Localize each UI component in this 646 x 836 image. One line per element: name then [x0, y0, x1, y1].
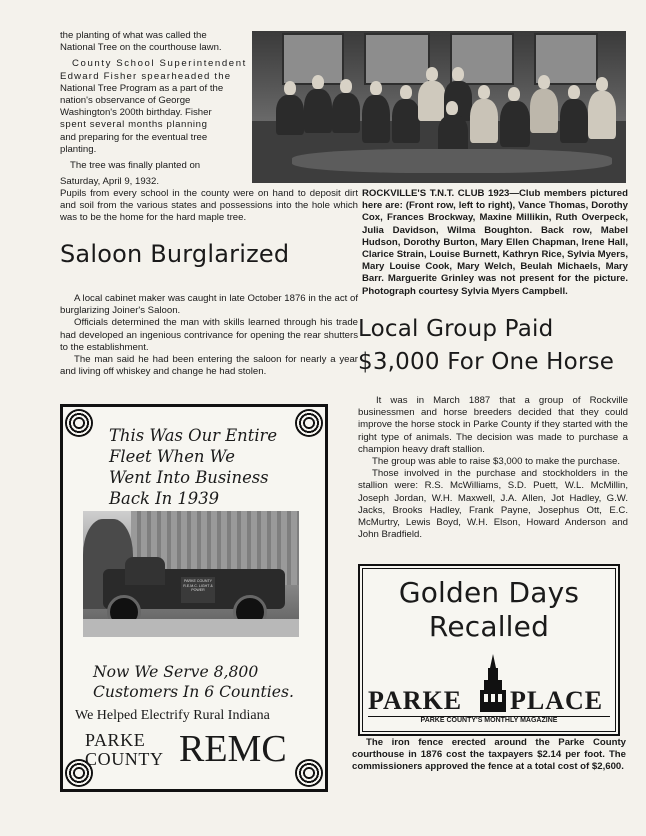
- photo-caption-body: —Club members pictured here are: (Front row, left to right), Vance Thomas, Dorothy Cox, Frances Brockway, Maxine Millikin, Ruth Overpeck, Julia Davidson, Wilma Boughton. Back row, Mabel Hudson, Dorothy Burton, Mary Ellen Chapman, Irene Hall, Clarice Strain, Louise Burnett, Kathryn Rice, Sylvia Myers, Mary Louise Cook, Mary Welch, Beulah Michaels, Mary Barr. Marguerite Grinley was not present for the picture. Photograph courtesy Sylvia Myers Campbell.: [362, 188, 628, 297]
- courthouse-icon: [480, 654, 506, 712]
- text-line: The tree was finally planted on: [70, 160, 201, 172]
- text-line: National Tree on the courthouse lawn.: [60, 42, 222, 54]
- horse-paragraph: Those involved in the purchase and stockholders in the stallion were: R.S. McWilliams, S.D. Puett, W.L. McMillin, Joseph Jordan, W.H. Maxwell, J.A. Allen, Jot Hadley, G.W. Jacks, Brooks Hadley, Frank Payne, Josephus Ott, E.C. McMurtry, Lewis Boyd, W.H. Elson, Howard Anderson and John Bradfield.: [358, 468, 628, 541]
- saloon-paragraph: A local cabinet maker was caught in late October 1876 in the act of burglarizing Joiner's Saloon.: [60, 293, 358, 317]
- parke-place-logo: [368, 688, 610, 714]
- photo-caption: [362, 188, 628, 298]
- ad-serve-text: [93, 662, 294, 702]
- text-line: County School Superintendent: [72, 58, 247, 70]
- golden-days-title: [360, 576, 618, 644]
- text-line: planting.: [60, 143, 97, 155]
- golden-days-line: Golden Days: [398, 576, 580, 609]
- text-line: and preparing for the eventual tree: [60, 131, 208, 143]
- horse-headline-line2: $3,000 For One Horse: [358, 349, 615, 375]
- truck-door-text: PARKE COUNTY R.E.M.C. LIGHT & POWER: [183, 579, 213, 593]
- ad-serve-line: Customers In 6 Counties.: [93, 683, 294, 701]
- national-tree-article-wide: Pupils from every school in the county were on hand to deposit dirt and soil from the various states and possessions into the hole which was to be the home for the hard maple tree.: [60, 188, 358, 224]
- horse-headline-line1: Local Group Paid: [358, 316, 554, 342]
- saloon-paragraph: The man said he had been entering the saloon for nearly a year and living off whiskey and change he had stolen.: [60, 354, 358, 378]
- horse-article: [358, 395, 628, 541]
- ad-parke-county: [85, 731, 164, 769]
- text-line: spent several months planning: [60, 119, 208, 131]
- ad-heading-line: This Was Our Entire: [109, 426, 278, 445]
- saloon-article: [60, 293, 358, 378]
- ad-parke: PARKE: [85, 730, 146, 750]
- saloon-headline: Saloon Burglarized: [60, 240, 290, 268]
- ad-remc-logo: REMC: [179, 728, 287, 770]
- horse-headline: [358, 314, 614, 377]
- parke-place-left: PARKE: [368, 686, 463, 715]
- text-line: National Tree Program as a part of the: [60, 82, 224, 94]
- club-photo: [252, 31, 626, 183]
- text-line: Edward Fisher spearheaded the: [60, 70, 232, 82]
- horse-paragraph: The group was able to raise $3,000 to make the purchase.: [372, 456, 620, 468]
- ad-county: COUNTY: [85, 749, 164, 769]
- text-line: Saturday, April 9, 1932.: [60, 176, 160, 188]
- text-line: the planting of what was called the: [60, 30, 207, 41]
- saloon-paragraph: Officials determined the man with skills learned through his trade had developed an ingenious contrivance for opening the rear shutters to the establishment.: [60, 317, 358, 353]
- ad-heading-line: Went Into Business: [109, 468, 269, 487]
- golden-days-line: Recalled: [428, 610, 550, 643]
- ad-helped-text: We Helped Electrify Rural Indiana: [75, 708, 270, 723]
- golden-days-advertisement: [358, 564, 620, 736]
- national-tree-article: [60, 30, 248, 188]
- parke-place-right: PLACE: [510, 686, 604, 715]
- truck-photo: [83, 511, 299, 637]
- text-line: nation's observance of George: [60, 95, 191, 107]
- ad-heading-line: Back In 1939: [109, 489, 220, 508]
- ad-heading-line: Fleet When We: [109, 447, 235, 466]
- photo-caption-title: ROCKVILLE'S T.N.T. CLUB 1923: [362, 188, 510, 199]
- text-line: Washington's 200th birthday. Fisher: [60, 107, 212, 119]
- remc-advertisement: [60, 404, 328, 792]
- ad-serve-line: Now We Serve 8,800: [93, 663, 259, 681]
- parke-place-tagline: PARKE COUNTY'S MONTHLY MAGAZINE: [368, 716, 610, 724]
- ad-heading: [109, 425, 277, 509]
- horse-paragraph: It was in March 1887 that a group of Rockville businessmen and horse breeders decided that they could improve the horse stock in Parke County if they started with the right type of animals. The decision was made to purchase a champion heavy draft stallion.: [358, 395, 628, 455]
- fence-article: The iron fence erected around the Parke County courthouse in 1876 cost the taxpayers $2.14 per foot. The commissioners approved the fence at a total cost of $2,600.: [352, 737, 626, 773]
